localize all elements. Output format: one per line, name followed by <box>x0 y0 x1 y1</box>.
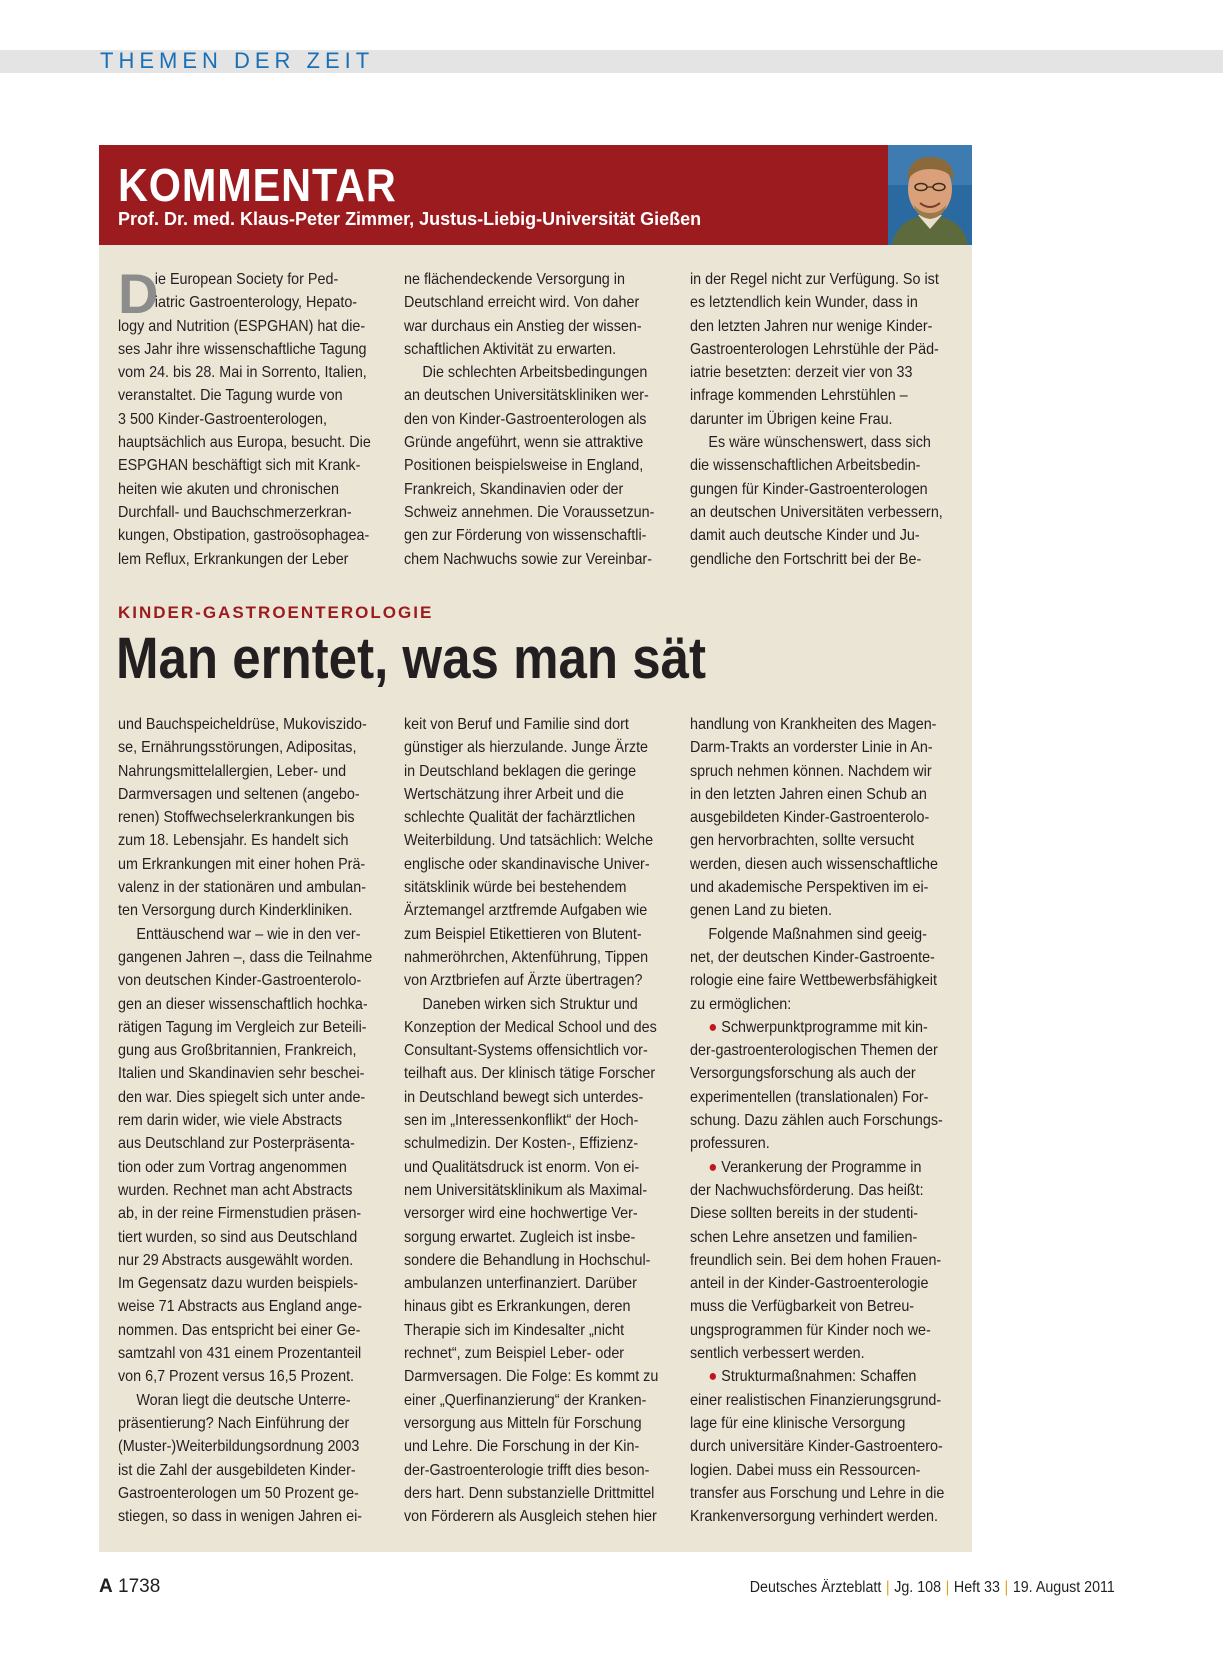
text-line: muss die Verfügbarkeit von Betreu- <box>690 1298 915 1316</box>
text-line: professuren. <box>690 1135 770 1153</box>
text-line: 3 500 Kinder-Gastroenterologen, <box>118 410 327 428</box>
text-line: durch universitäre Kinder-Gastroentero- <box>690 1438 943 1456</box>
text-line: Wertschätzung ihrer Arbeit und die <box>404 785 624 803</box>
bullet-item-1 <box>690 1016 957 1039</box>
text-line: experimentellen (translationalen) For- <box>690 1088 929 1106</box>
top-column-2 <box>404 268 671 571</box>
text-line: renen) Stoffwechselerkrankungen bis <box>118 809 355 827</box>
text-line: Versorgungsforschung als auch der <box>690 1065 916 1083</box>
text-line: lem Reflux, Erkrankungen der Leber <box>118 550 349 568</box>
text-line: stiegen, so dass in wenigen Jahren ei- <box>118 1508 363 1526</box>
text-line: den von Kinder-Gastroenterologen als <box>404 410 647 428</box>
text-line: den letzten Jahren nur wenige Kinder- <box>690 317 933 335</box>
text-line: Frankreich, Skandinavien oder der <box>404 480 624 498</box>
text-line: vom 24. bis 28. Mai in Sorrento, Italien, <box>118 364 367 382</box>
text-line: samtzahl von 431 einem Prozentanteil <box>118 1345 362 1363</box>
text-line: es letztendlich kein Wunder, dass in <box>690 294 918 312</box>
text-line: ambulanzen unterfinanziert. Darüber <box>404 1275 637 1293</box>
text-line: gen zur Förderung von wissenschaftli- <box>404 527 647 545</box>
text-line: Schwerpunktprogramme mit kin- <box>721 1018 928 1036</box>
text-line: darunter im Übrigen keine Frau. <box>690 410 893 428</box>
text-line: die wissenschaftlichen Arbeitsbedin- <box>690 457 921 475</box>
text-line: logien. Dabei muss ein Ressourcen- <box>690 1461 921 1479</box>
text-line: iatric Gastroenterology, Hepato- <box>154 294 358 312</box>
text-line: Darmversagen. Die Folge: Es kommt zu <box>404 1368 659 1386</box>
text-line: gen hervorbrachten, sollte versucht <box>690 832 915 850</box>
text-line: war durchaus ein Anstieg der wissen- <box>404 317 642 335</box>
text-line: valenz in der stationären und ambulan- <box>118 879 367 897</box>
text-line: Schweiz annehmen. Die Voraussetzun- <box>404 503 655 521</box>
text-line: Gastroenterologen um 50 Prozent ge- <box>118 1484 359 1502</box>
text-line: gungen für Kinder-Gastroenterologen <box>690 480 928 498</box>
separator: | <box>1004 1579 1009 1596</box>
text-line: Die schlechten Arbeitsbedingungen <box>422 364 648 382</box>
comment-title: KOMMENTAR <box>118 159 397 211</box>
text-line: Consultant-Systems offensichtlich vor- <box>404 1042 648 1060</box>
text-line: hinaus gibt es Erkrankungen, deren <box>404 1298 631 1316</box>
text-line: von Arztbriefen auf Ärzte übertragen? <box>404 972 643 990</box>
text-line: ses Jahr ihre wissenschaftliche Tagung <box>118 340 367 358</box>
text-line: schaftlichen Aktivität zu erwarten. <box>404 340 617 358</box>
author-portrait-drawing <box>888 145 972 245</box>
text-line: ESPGHAN beschäftigt sich mit Krank- <box>118 457 361 475</box>
text-line: freundlich sein. Bei dem hohen Frauen- <box>690 1251 942 1269</box>
text-line: sondere die Behandlung in Hochschul- <box>404 1251 651 1269</box>
text-line: damit auch deutsche Kinder und Ju- <box>690 527 920 545</box>
text-line: ders hart. Denn substanzielle Drittmittel <box>404 1484 655 1502</box>
footer-source <box>750 1578 1115 1598</box>
article-headline: Man erntet, was man sät <box>116 626 706 691</box>
text-line: Verankerung der Programme in <box>721 1158 922 1176</box>
section-label: THEMEN DER ZEIT <box>100 48 375 73</box>
text-line: und Qualitätsdruck ist enorm. Von ei- <box>404 1158 640 1176</box>
text-line: und Lehre. Die Forschung in der Kin- <box>404 1438 640 1456</box>
text-line: schlechte Qualität der fachärztlichen <box>404 809 636 827</box>
top-column-3 <box>690 268 957 571</box>
text-line: Deutschland erreicht wird. Von daher <box>404 294 640 312</box>
text-line: aus Deutschland zur Posterpräsenta- <box>118 1135 355 1153</box>
text-line: logy and Nutrition (ESPGHAN) hat die- <box>118 317 366 335</box>
text-line: handlung von Krankheiten des Magen- <box>690 716 937 733</box>
text-line: präsentierung? Nach Einführung der <box>118 1414 350 1432</box>
text-line: Folgende Maßnahmen sind geeig- <box>708 925 927 943</box>
text-line: sorgung erwartet. Zugleich ist insbe- <box>404 1228 636 1246</box>
text-line: tion oder zum Vortrag angenommen <box>118 1158 347 1176</box>
journal-name: Deutsches Ärzteblatt <box>749 1579 882 1596</box>
text-line: nem Universitätsklinikum als Maximal- <box>404 1181 648 1199</box>
text-line: Diese sollten bereits in der studenti- <box>690 1205 919 1223</box>
text-line: rätigen Tagung im Vergleich zur Beteili- <box>118 1018 367 1036</box>
text-line: sen im „Interessenkonflikt“ der Hoch- <box>404 1112 639 1130</box>
bottom-column-2 <box>404 713 671 1528</box>
text-line: ne flächendeckende Versorgung in <box>404 271 625 288</box>
volume: Jg. 108 <box>894 1579 942 1596</box>
text-line: schung. Dazu zählen auch Forschungs- <box>690 1112 943 1130</box>
text-line: von deutschen Kinder-Gastroenterolo- <box>118 972 362 990</box>
text-line: gen an dieser wissenschaftlich hochka- <box>118 995 368 1013</box>
text-line: infrage kommenden Lehrstühlen – <box>690 387 908 405</box>
text-line: nur 29 Abstracts ausgewählt worden. <box>118 1251 354 1269</box>
text-line: chem Nachwuchs sowie zur Vereinbar- <box>404 550 652 568</box>
page-prefix: A <box>99 1576 113 1597</box>
text-line: transfer aus Forschung und Lehre in die <box>690 1484 945 1502</box>
text-line: teilhaft aus. Der klinisch tätige Forscher <box>404 1065 656 1083</box>
text-line: der-gastroenterologischen Themen der <box>690 1042 938 1060</box>
text-line: einer „Querfinanzierung“ der Kranken- <box>404 1391 647 1409</box>
text-line: hauptsächlich aus Europa, besucht. Die <box>118 434 371 452</box>
text-line: (Muster-)Weiterbildungsordnung 2003 <box>118 1438 360 1456</box>
text-line: sitätsklinik würde bei bestehendem <box>404 879 627 897</box>
author-portrait <box>888 145 972 245</box>
text-line: ab, in der reine Firmenstudien präsen- <box>118 1205 362 1223</box>
text-line: gendliche den Fortschritt bei der Be- <box>690 550 922 568</box>
text-line: zum 18. Lebensjahr. Es handelt sich <box>118 832 349 850</box>
text-line: schulmedizin. Der Kosten-, Effizienz- <box>404 1135 639 1153</box>
text-line: in Deutschland beklagen die geringe <box>404 762 637 780</box>
text-line: versorgung aus Mitteln für Forschung <box>404 1414 642 1432</box>
bullet-dot-icon: ● <box>708 1158 718 1176</box>
text-line: günstiger als hierzulande. Junge Ärzte <box>404 739 649 757</box>
text-line: an deutschen Universitätskliniken wer- <box>404 387 649 405</box>
bottom-column-1 <box>118 713 385 1528</box>
text-line: ungsprogrammen für Kinder noch we- <box>690 1321 931 1339</box>
page-number-value: 1738 <box>118 1576 161 1597</box>
text-line: sentlich verbessert werden. <box>690 1345 865 1363</box>
bullet-item-2 <box>690 1156 957 1179</box>
text-line: der Nachwuchsförderung. Das heißt: <box>690 1181 924 1199</box>
separator: | <box>945 1579 950 1596</box>
text-line: weise 71 Abstracts aus England ange- <box>118 1298 363 1316</box>
text-line: Krankenversorgung verhindert werden. <box>690 1508 939 1526</box>
text-line: gangenen Jahren –, dass die Teilnahme <box>118 948 373 966</box>
text-line: in den letzten Jahren einen Schub an <box>690 785 927 803</box>
text-line: Therapie sich im Kindesalter „nicht <box>404 1321 625 1339</box>
text-line: Woran liegt die deutsche Unterre- <box>136 1391 351 1409</box>
bullet-dot-icon: ● <box>708 1368 718 1386</box>
text-line: schen Lehre ansetzen und familien- <box>690 1228 918 1246</box>
text-line: net, der deutschen Kinder-Gastroente- <box>690 948 935 966</box>
text-line: und akademische Perspektiven im ei- <box>690 879 929 897</box>
text-line: spruch nehmen können. Nachdem wir <box>690 762 932 780</box>
text-line: den war. Dies spiegelt sich unter ande- <box>118 1088 366 1106</box>
text-line: anteil in der Kinder-Gastroenterologie <box>690 1275 929 1293</box>
text-line: werden, diesen auch wissenschaftliche <box>690 855 939 873</box>
text-line: ist die Zahl der ausgebildeten Kinder- <box>118 1461 356 1479</box>
text-line: Italien und Skandinavien sehr beschei- <box>118 1065 365 1083</box>
text-line: tiert wurden, so sind aus Deutschland <box>118 1228 358 1246</box>
text-line: rechnet“, zum Beispiel Leber- oder <box>404 1345 625 1363</box>
text-line: nahmeröhrchen, Aktenführung, Tippen <box>404 948 649 966</box>
text-line: in der Regel nicht zur Verfügung. So ist <box>690 271 939 288</box>
text-line: veranstaltet. Die Tagung wurde von <box>118 387 343 405</box>
text-line: der-Gastroenterologie trifft dies beson- <box>404 1461 650 1479</box>
text-line: heiten wie akuten und chronischen <box>118 480 339 498</box>
text-line: ie European Society for Ped- <box>154 271 339 288</box>
text-line: Darm-Trakts an vorderster Linie in An- <box>690 739 933 757</box>
text-line: Weiterbildung. Und tatsächlich: Welche <box>404 832 654 850</box>
text-line: wurden. Rechnet man acht Abstracts <box>118 1181 353 1199</box>
text-line: genen Land zu bieten. <box>690 902 832 920</box>
text-line: keit von Beruf und Familie sind dort <box>404 716 629 733</box>
issue-date: 19. August 2011 <box>1012 1579 1115 1596</box>
text-line: rologie eine faire Wettbewerbsfähigkeit <box>690 972 937 990</box>
text-line: Im Gegensatz dazu wurden beispiels- <box>118 1275 359 1293</box>
text-line: von 6,7 Prozent versus 16,5 Prozent. <box>118 1368 355 1386</box>
text-line: Strukturmaßnahmen: Schaffen <box>721 1368 917 1386</box>
bullet-item-3 <box>690 1365 957 1388</box>
text-line: Gastroenterologen Lehrstühle der Päd- <box>690 340 939 358</box>
text-line: zum Beispiel Etikettieren von Blutent- <box>404 925 642 943</box>
article-kicker: KINDER-GASTROENTEROLOGIE <box>118 603 434 622</box>
text-line: ausgebildeten Kinder-Gastroenterolo- <box>690 809 930 827</box>
text-line: einer realistischen Finanzierungsgrund- <box>690 1391 942 1409</box>
text-line: Darmversagen und seltenen (angebo- <box>118 785 360 803</box>
text-line: gung aus Großbritannien, Frankreich, <box>118 1042 357 1060</box>
text-line: Enttäuschend war – wie in den ver- <box>136 925 361 943</box>
separator: | <box>886 1579 890 1596</box>
text-line: Daneben wirken sich Struktur und <box>422 995 638 1013</box>
text-line: kungen, Obstipation, gastroösophagea- <box>118 527 370 545</box>
text-line: Es wäre wünschenswert, dass sich <box>708 434 931 452</box>
text-line: rem darin wider, wie viele Abstracts <box>118 1112 343 1130</box>
drop-cap: D <box>118 262 159 325</box>
text-line: in Deutschland bewegt sich unterdes- <box>404 1088 644 1106</box>
bullet-dot-icon: ● <box>708 1018 718 1036</box>
text-line: iatrie besetzten: derzeit vier von 33 <box>690 364 913 382</box>
text-line: zu ermöglichen: <box>690 995 792 1013</box>
text-line: Ärztemangel arztfremde Aufgaben wie <box>404 902 648 920</box>
text-line: Nahrungsmittelallergien, Leber- und <box>118 762 347 780</box>
issue: Heft 33 <box>954 1579 1001 1596</box>
top-column-1 <box>118 262 385 571</box>
text-line: nommen. Das entspricht bei einer Ge- <box>118 1321 361 1339</box>
text-line: se, Ernährungsstörungen, Adipositas, <box>118 739 357 757</box>
text-line: von Förderern als Ausgleich stehen hier <box>404 1508 657 1526</box>
text-line: Gründe angeführt, wenn sie attraktive <box>404 434 644 452</box>
text-line: um Erkrankungen mit einer hohen Prä- <box>118 855 366 873</box>
text-line: englische oder skandinavische Univer- <box>404 855 650 873</box>
text-line: Positionen beispielsweise in England, <box>404 457 644 475</box>
page-number <box>99 1576 160 1598</box>
text-line: Durchfall- und Bauchschmerzerkran- <box>118 503 352 521</box>
text-line: Konzeption der Medical School und des <box>404 1018 657 1036</box>
author-line: Prof. Dr. med. Klaus-Peter Zimmer, Justus-Liebig-Universität Gießen <box>118 209 702 229</box>
text-line: ten Versorgung durch Kinderkliniken. <box>118 902 353 920</box>
text-line: lage für eine klinische Versorgung <box>690 1414 906 1432</box>
text-line: an deutschen Universitäten verbessern, <box>690 503 943 521</box>
bottom-column-3 <box>690 713 957 1528</box>
text-line: und Bauchspeicheldrüse, Mukoviszido- <box>118 716 367 733</box>
text-line: versorger wird eine hochwertige Ver- <box>404 1205 638 1223</box>
